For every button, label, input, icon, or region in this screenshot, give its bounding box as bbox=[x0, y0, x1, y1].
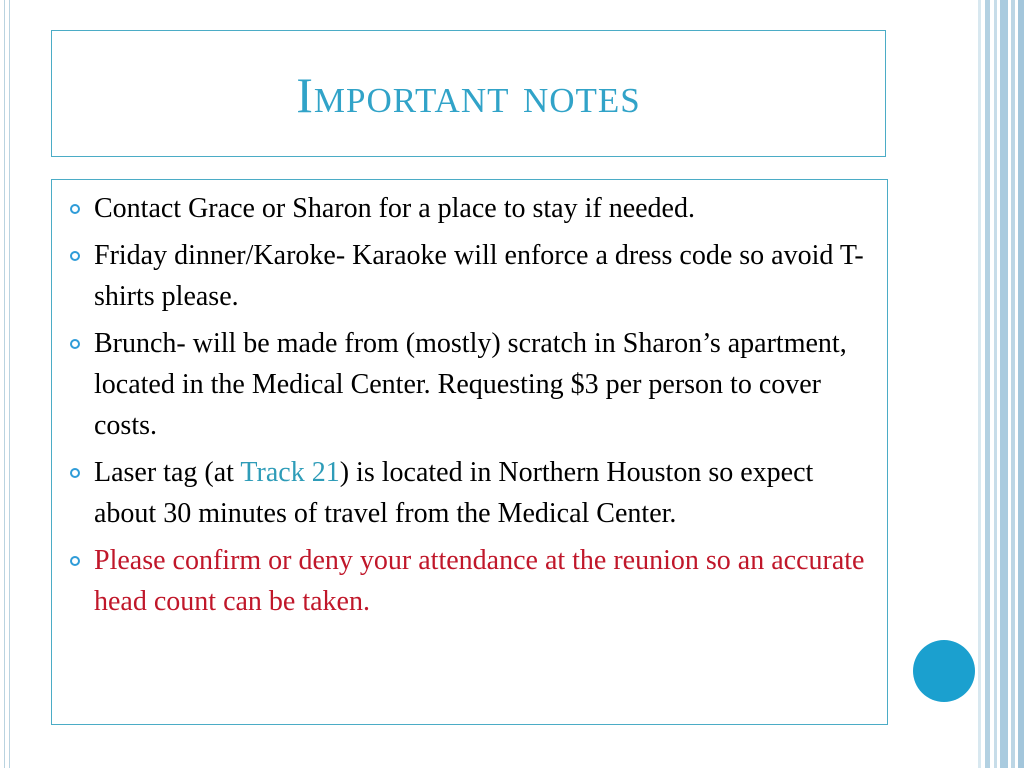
decorative-circle bbox=[913, 640, 975, 702]
slide-title: Important notes bbox=[296, 67, 641, 123]
right-stripe-6 bbox=[1018, 0, 1024, 768]
bullet-text-before-link: Laser tag (at bbox=[94, 457, 241, 488]
bullet-circle-icon bbox=[70, 251, 80, 261]
content-placeholder bbox=[51, 179, 888, 725]
bullet-item-friday-dinner bbox=[70, 235, 870, 317]
bullet-circle-icon bbox=[70, 556, 80, 566]
bullet-text-after-link: ) is located in Northern Houston so expect about 30 minutes of travel from the Medical Center. bbox=[94, 457, 814, 529]
right-stripe-4 bbox=[1000, 0, 1008, 768]
bullet-item-stay bbox=[70, 188, 870, 229]
bullet-text: Contact Grace or Sharon for a place to stay if needed. bbox=[94, 193, 695, 224]
bullet-item-laser-tag bbox=[70, 452, 870, 534]
bullet-item-brunch bbox=[70, 323, 870, 446]
track-21-link[interactable]: Track 21 bbox=[240, 457, 340, 488]
title-placeholder bbox=[51, 30, 886, 157]
bullet-item-confirm-attendance bbox=[70, 540, 870, 622]
left-border-line-1 bbox=[4, 0, 5, 768]
right-stripe-3 bbox=[994, 0, 997, 768]
bullet-circle-icon bbox=[70, 204, 80, 214]
bullet-circle-icon bbox=[70, 339, 80, 349]
bullet-circle-icon bbox=[70, 468, 80, 478]
right-stripe-1 bbox=[978, 0, 981, 768]
left-border-line-2 bbox=[9, 0, 10, 768]
bullet-text: Please confirm or deny your attendance at the reunion so an accurate head count can be taken. bbox=[94, 545, 865, 617]
bullet-list bbox=[70, 188, 870, 628]
right-stripe-2 bbox=[985, 0, 990, 768]
bullet-text: Friday dinner/Karoke- Karaoke will enforce a dress code so avoid T-shirts please. bbox=[94, 240, 864, 312]
right-stripe-5 bbox=[1011, 0, 1015, 768]
bullet-text: Brunch- will be made from (mostly) scratch in Sharon’s apartment, located in the Medical Center. Requesting $3 per person to cover costs. bbox=[94, 328, 847, 441]
